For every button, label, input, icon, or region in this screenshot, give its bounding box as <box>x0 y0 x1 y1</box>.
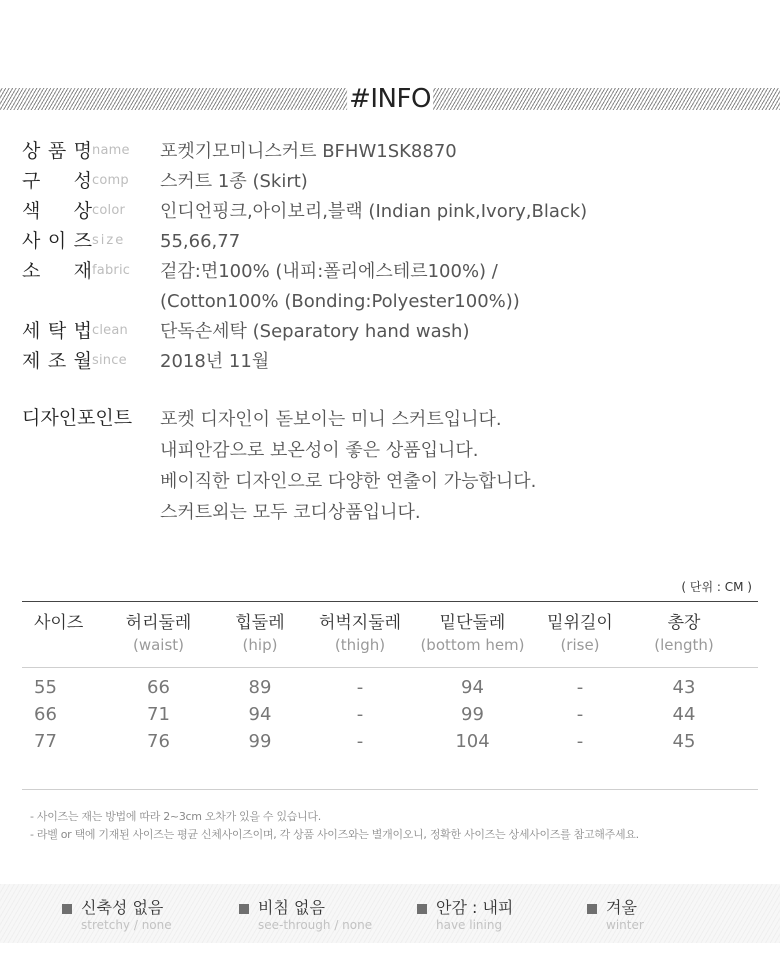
spec-row-size <box>22 228 762 258</box>
table-cell: 43 <box>672 677 696 698</box>
size-table-header-cell <box>415 602 530 667</box>
feature-sublabel: stretchy / none <box>81 918 172 932</box>
column-sublabel: (waist) <box>132 636 185 654</box>
product-spec <box>22 138 762 378</box>
table-cell: 94 <box>248 704 272 725</box>
table-cell: 104 <box>455 731 490 752</box>
spec-sub-label: color <box>92 203 126 218</box>
size-table-header-cell <box>305 602 415 667</box>
size-table-header-cell <box>215 602 305 667</box>
column-sublabel: (length) <box>654 636 714 654</box>
column-sublabel: (hip) <box>242 636 278 654</box>
feature-label: 안감 : 내피 <box>436 898 514 917</box>
spec-label: 소 재 <box>22 260 92 282</box>
table-row <box>22 674 758 701</box>
table-cell: - <box>576 677 584 698</box>
design-point-line: 내피안감으로 보온성이 좋은 상품입니다. <box>160 440 479 461</box>
table-cell: 66 <box>34 704 57 725</box>
spec-sub-label: name <box>92 143 130 158</box>
spec-value <box>160 258 770 316</box>
size-table-header-cell <box>22 602 102 667</box>
spec-sub-label: fabric <box>92 263 131 278</box>
spec-sub-label: since <box>92 353 127 368</box>
table-cell: 55 <box>34 677 57 698</box>
square-bullet-icon <box>587 904 597 914</box>
feature-sublabel: winter <box>606 918 644 932</box>
spec-value-line: 겉감:면100% (내피:폴리에스테르100%) / <box>160 261 498 282</box>
feature-bar <box>0 884 780 943</box>
column-label: 힙둘레 <box>235 613 285 633</box>
table-cell: - <box>356 677 364 698</box>
spec-label: 상 품 명 <box>22 140 92 162</box>
spec-label: 제 조 월 <box>22 350 92 372</box>
design-point-line: 스커트외는 모두 코디상품입니다. <box>160 502 421 523</box>
spec-row-since <box>22 348 762 378</box>
spec-row-clean <box>22 318 762 348</box>
spec-row-name <box>22 138 762 168</box>
spec-label: 세 탁 법 <box>22 320 92 342</box>
feature-label: 신축성 없음 <box>81 898 164 917</box>
spec-value-line: (Cotton100% (Bonding:Polyester100%)) <box>160 291 520 312</box>
table-cell: 71 <box>147 704 170 725</box>
design-point-label: 디자인포인트 <box>22 407 133 429</box>
size-table <box>22 601 758 755</box>
table-cell: 76 <box>147 731 170 752</box>
table-cell: 77 <box>34 731 57 752</box>
table-cell: 89 <box>248 677 272 698</box>
size-note: - 라벨 or 택에 기재된 사이즈는 평균 신체사이즈이며, 각 상품 사이즈와는 별개이오니, 정확한 사이즈는 상세사이즈를 참고해주세요. <box>30 828 639 841</box>
size-note: - 사이즈는 재는 방법에 따라 2~3cm 오차가 있을 수 있습니다. <box>30 810 321 823</box>
feature-sublabel: have lining <box>436 918 503 932</box>
column-sublabel: (thigh) <box>334 636 386 654</box>
spec-sub-label: comp <box>92 173 129 188</box>
spec-value: 단독손세탁 (Separatory hand wash) <box>160 321 470 342</box>
table-cell: 99 <box>248 731 272 752</box>
size-table-bottom-rule <box>22 789 758 790</box>
column-label: 허리둘레 <box>125 613 192 633</box>
spec-label: 구 성 <box>22 170 92 192</box>
design-point-lines <box>160 404 536 528</box>
column-sublabel: (rise) <box>560 636 600 654</box>
feature-label: 겨울 <box>606 898 637 917</box>
table-cell: 44 <box>672 704 696 725</box>
spec-sub-label: clean <box>92 323 128 338</box>
table-cell: - <box>576 704 584 725</box>
column-label: 사이즈 <box>34 613 84 633</box>
table-cell: 99 <box>461 704 484 725</box>
table-row <box>22 701 758 728</box>
column-sublabel: (bottom hem) <box>420 636 525 654</box>
size-table-header <box>22 602 758 668</box>
spec-value: 2018년 11월 <box>160 351 270 372</box>
design-point-line: 베이직한 디자인으로 다양한 연출이 가능합니다. <box>160 471 537 492</box>
column-label: 밑단둘레 <box>439 613 506 633</box>
spec-row-fabric <box>22 258 762 318</box>
square-bullet-icon <box>417 904 427 914</box>
spec-value: 포켓기모미니스커트 BFHW1SK8870 <box>160 141 457 162</box>
column-label: 밑위길이 <box>547 613 613 633</box>
column-label: 허벅지둘레 <box>318 613 402 633</box>
size-table-header-cell <box>530 602 630 667</box>
feature-sublabel: see-through / none <box>258 918 373 932</box>
spec-row-color <box>22 198 762 228</box>
table-cell: - <box>576 731 584 752</box>
spec-sub-label: size <box>92 233 126 248</box>
table-row <box>22 728 758 755</box>
table-cell: 45 <box>672 731 696 752</box>
square-bullet-icon <box>239 904 249 914</box>
spec-value: 인디언핑크,아이보리,블랙 (Indian pink,Ivory,Black) <box>160 201 588 222</box>
table-cell: - <box>356 704 364 725</box>
spec-row-comp <box>22 168 762 198</box>
size-unit-label: ( 단위 : CM ) <box>681 580 752 594</box>
design-point-line: 포켓 디자인이 돋보이는 미니 스커트입니다. <box>160 409 502 430</box>
size-notes <box>30 808 639 844</box>
size-table-body <box>22 668 758 755</box>
table-cell: - <box>356 731 364 752</box>
spec-label: 색 상 <box>22 200 92 222</box>
spec-label: 사 이 즈 <box>22 230 92 252</box>
info-title: #INFO <box>349 84 431 114</box>
size-table-header-cell <box>102 602 215 667</box>
table-cell: 66 <box>147 677 170 698</box>
column-label: 총장 <box>667 613 701 633</box>
square-bullet-icon <box>62 904 72 914</box>
spec-value: 55,66,77 <box>160 231 241 252</box>
spec-value: 스커트 1종 (Skirt) <box>160 171 308 192</box>
feature-label: 비침 없음 <box>258 898 325 917</box>
table-cell: 94 <box>461 677 484 698</box>
size-table-header-cell <box>630 602 738 667</box>
